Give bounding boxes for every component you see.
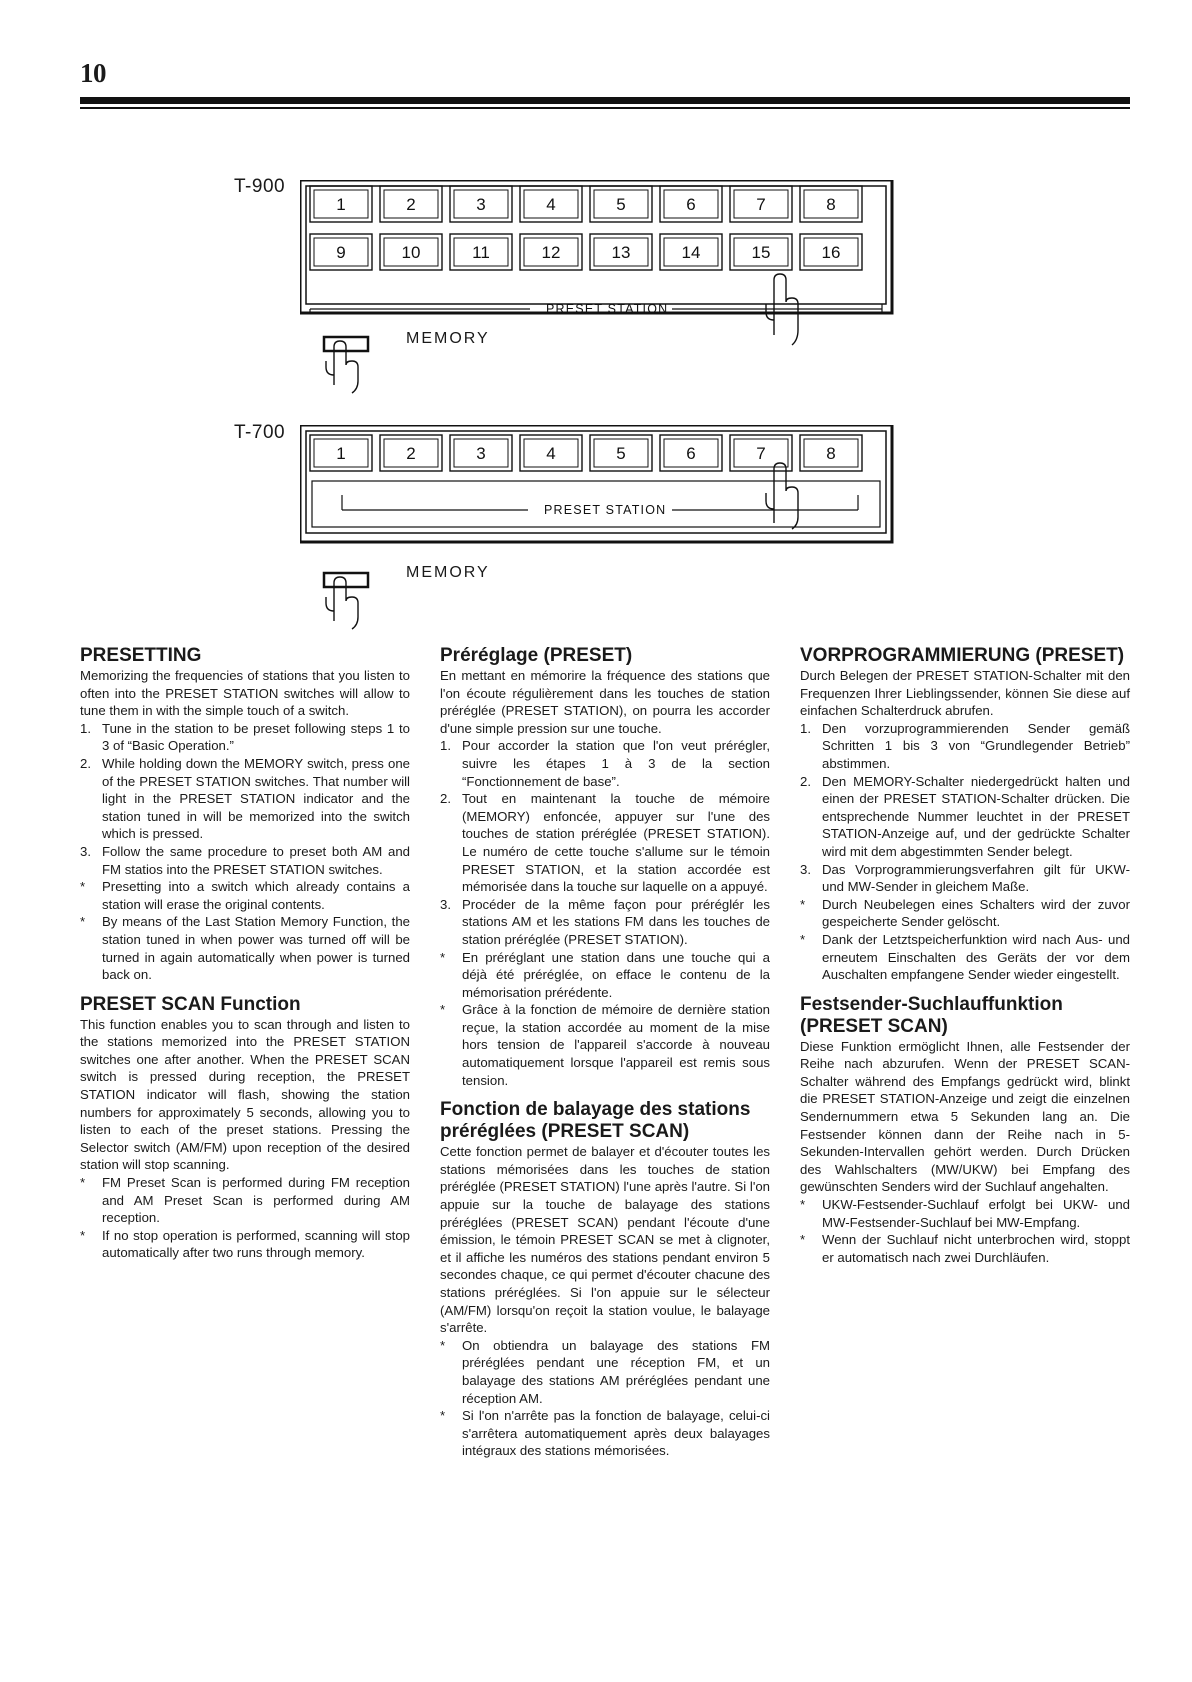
list-marker: 1.	[440, 738, 451, 754]
list-marker: 1.	[80, 720, 91, 736]
list-item-text: UKW-Festsender-Suchlauf erfolgt bei UKW- und MW-Festsender-Suchlauf bei MW-Empfang.	[822, 1197, 1130, 1230]
list-item	[800, 931, 1130, 984]
list-marker: 3.	[800, 861, 811, 877]
heading-presetting: PRESETTING	[80, 645, 202, 666]
list-marker: 2.	[440, 791, 451, 807]
intro-text: Memorizing the frequencies of stations that you listen to often into the PRESET STATION switches will allow to tune them in with the simple touch of a switch.	[80, 668, 410, 719]
list-item-text: Tout en maintenant la touche de mémoire (MEMORY) enfoncée, appuyer sur l'une des touches de station préréglée (PRESET STATION). Le numéro de cette touche s'allume sur le témoin PRESET STATION, et la station accordée est mémorisée dans la touche sur laquelle on a appuyé.	[462, 791, 770, 895]
list-item-text: Den vorzuprogrammierenden Sender gemäß Schritten 1 bis 3 von “Grundlegender Betrieb” abstimmen.	[822, 720, 1130, 771]
list-marker: 1.	[800, 720, 811, 736]
t700-preset-station-label: PRESET STATION	[544, 503, 667, 517]
list-item	[440, 1001, 770, 1089]
preset-button-label: 9	[336, 243, 346, 262]
list-item-text: Presetting into a switch which already contains a station will erase the original contents.	[102, 879, 410, 912]
t900-row1	[310, 186, 862, 222]
hand-pointer-icon	[326, 577, 358, 629]
steps-list	[440, 737, 770, 1089]
list-item-text: Pour accorder la station que l'on veut prérégler, suivre les étapes 1 à 3 de la section “Fonctionnement de base”.	[462, 738, 770, 789]
list-item	[80, 843, 410, 878]
scan-text: This function enables you to scan through and listen to the stations memorized into the PRESET STATION switches one after another. When the PRESET SCAN switch is pressed during reception, the PRESET STATION indicator will flash, showing the station numbers for approximately 5 seconds, allowing you to listen to each of the preset stations. Pressing the Selector switch (AM/FM) upon reception of the desired station will stop scanning.	[80, 1016, 410, 1173]
list-item-text: Dank der Letztspeicherfunktion wird nach Aus- und erneutem Einschalten des Geräts der vor dem Auschalten empfangene Sender wieder eingestellt.	[822, 931, 1130, 983]
list-item	[80, 878, 410, 913]
list-marker: *	[440, 1408, 446, 1424]
preset-button-label: 4	[546, 195, 556, 214]
list-item	[440, 1407, 770, 1460]
list-item-text: If no stop operation is performed, scanning will stop automatically after two runs through memory.	[102, 1227, 410, 1261]
list-item	[80, 720, 410, 755]
scan-text: Diese Funktion ermöglicht Ihnen, alle Festsender der Reihe nach abzurufen. Wenn der PRESET SCAN-Schalter während des Empfangs gedrückt wird, blinkt die PRESET STATION-Anzeige und zeigt die einzelnen Sendernummern etwa 5 Sekunden lang an. Die Festsender können dann der Reihe nach in 5-Sekunden-Intervallen gehört werden. Durch Drücken des Wahlschalters (MW/UKW) bei Empfang des gewünschten Senders wird der Suchlauf angehalten.	[800, 1038, 1130, 1195]
preset-button-label: 11	[472, 243, 490, 262]
preset-button-label: 1	[336, 444, 346, 463]
preset-button-label: 5	[616, 195, 626, 214]
list-item	[800, 1196, 1130, 1231]
list-item-text: Tune in the station to be preset following steps 1 to 3 of “Basic Operation.”	[102, 720, 410, 754]
preset-button-label: 5	[616, 444, 626, 463]
preset-button-label: 4	[546, 444, 556, 463]
notes-list	[80, 1174, 410, 1262]
list-item	[800, 773, 1130, 861]
list-item-text: Procéder de la même façon pour préréglér les stations AM et les stations FM dans les touches de station préréglée (PRESET STATION).	[462, 896, 770, 947]
list-item-text: While holding down the MEMORY switch, press one of the PRESET STATION switches. That number will light in the PRESET STATION indicator and the station tuned in will be memorized into the switch which is pressed.	[102, 755, 410, 842]
list-marker: *	[800, 1197, 806, 1213]
preset-button-label: 16	[821, 243, 841, 262]
list-marker: *	[800, 896, 806, 912]
preset-button-label: 1	[336, 195, 346, 214]
heading-balayage: Fonction de balayage des stations préréglées (PRESET SCAN)	[440, 1099, 751, 1143]
list-item	[440, 896, 770, 949]
preset-button-label: 6	[686, 195, 696, 214]
list-marker: *	[80, 1175, 86, 1191]
list-item-text: FM Preset Scan is performed during FM reception and AM Preset Scan is performed during AM reception.	[102, 1175, 410, 1226]
scan-text: Cette fonction permet de balayer et d'écouter toutes les stations mémorisées dans les touches de station préréglée (PRESET STATION) l'une après l'autre. Si l'on appuie sur la touche de balayage des stations préréglées (PRESET SCAN) pendant l'écoute d'une émission, le témoin PRESET SCAN se met à clignoter, et il affiche les numéros des stations pendant environ 5 secondes chaque, ce qui permet d'écouter chacune des stations préréglées. Si l'on appuie sur le sélecteur (AM/FM) lorsqu'on reçoit la station voulue, le balayage s'arrête.	[440, 1144, 770, 1336]
list-item	[800, 896, 1130, 931]
notes-list	[800, 1196, 1130, 1266]
heading-suchlauf: Festsender-Suchlauffunktion (PRESET SCAN)	[800, 993, 1063, 1037]
header-rule-thick	[80, 97, 1130, 104]
t900-memory-button	[322, 335, 392, 395]
preset-button-label: 3	[476, 195, 486, 214]
hand-pointer-icon	[766, 463, 798, 529]
t900-panel-diagram	[300, 180, 900, 360]
t900-label: T-900	[234, 176, 286, 197]
list-marker: 2.	[80, 755, 91, 771]
header-rule-thin	[80, 107, 1130, 109]
list-item	[440, 1337, 770, 1407]
list-item	[440, 737, 770, 790]
list-item	[80, 1227, 410, 1262]
preset-button-label: 15	[751, 243, 771, 262]
heading-preset-scan: PRESET SCAN Function	[80, 993, 301, 1015]
list-item-text: Grâce à la fonction de mémoire de dernière station reçue, la station accordée au moment de la mise hors tension de l'appareil s'accorde à nouveau automatiquement lorsque l'appareil est remis sous tension.	[462, 1002, 770, 1088]
list-marker: *	[440, 949, 446, 965]
list-item	[440, 949, 770, 1002]
column-french	[440, 645, 770, 1460]
list-item-text: On obtiendra un balayage des stations FM préréglées pendant une réception FM, et un balayage des stations AM préréglées pendant une réception AM.	[462, 1337, 770, 1406]
preset-button-label: 2	[406, 444, 416, 463]
list-marker: 2.	[800, 773, 811, 789]
preset-button-label: 12	[541, 243, 561, 262]
heading-vorprogrammierung: VORPROGRAMMIERUNG (PRESET)	[800, 645, 1125, 666]
t900-row2	[310, 234, 862, 270]
notes-list	[440, 1337, 770, 1460]
list-item	[80, 913, 410, 983]
t700-memory-label: MEMORY	[406, 564, 490, 581]
hand-pointer-icon	[326, 341, 358, 393]
list-item-text: Durch Neubelegen eines Schalters wird der zuvor gespeicherte Sender gelöscht.	[822, 896, 1130, 930]
t900-preset-station-label: PRESET STATION	[546, 302, 669, 316]
list-item	[800, 720, 1130, 773]
preset-button-label: 7	[756, 444, 766, 463]
list-marker: 3.	[440, 896, 451, 912]
steps-list	[80, 720, 410, 984]
list-marker: *	[440, 1337, 446, 1353]
preset-button-label: 13	[611, 243, 631, 262]
preset-button-label: 10	[401, 243, 421, 262]
t700-row1	[310, 435, 862, 471]
preset-button-label: 7	[756, 195, 766, 214]
list-marker: 3.	[80, 843, 91, 859]
list-marker: *	[80, 914, 86, 930]
list-item-text: Den MEMORY-Schalter niedergedrückt halten und einen der PRESET STATION-Schalter drücken. Die entsprechende Nummer leuchtet in der PRESET STATION-Anzeige auf, und der gedrückte Schalter wird mit dem abgestimmten Sender belegt.	[822, 773, 1130, 859]
list-marker: *	[440, 1002, 446, 1018]
page-number: 10	[80, 58, 106, 88]
list-marker: *	[80, 879, 86, 895]
column-german	[800, 645, 1130, 1266]
list-item-text: Das Vorprogrammierungsverfahren gilt für UKW- und MW-Sender in gleichem Maße.	[822, 861, 1130, 895]
steps-list	[800, 720, 1130, 984]
list-item	[80, 1174, 410, 1227]
t700-panel-diagram	[300, 425, 900, 565]
list-item	[800, 1231, 1130, 1266]
list-item-text: Wenn der Suchlauf nicht unterbrochen wird, stoppt er automatisch nach zwei Durchläufen.	[822, 1232, 1130, 1265]
t700-memory-button	[322, 571, 392, 631]
preset-button-label: 8	[826, 195, 836, 214]
list-item	[440, 790, 770, 896]
list-item-text: En préréglant une station dans une touche qui a déjà été préréglée, on efface le contenu de la mémorisation prérédente.	[462, 949, 770, 1000]
t700-label: T-700	[234, 422, 286, 443]
intro-text: En mettant en mémorire la fréquence des stations que l'on écoute régulièrement dans les touches de station préréglée (PRESET STATION), on pourra les accorder d'une simple pression sur une touche.	[440, 668, 770, 736]
intro-text: Durch Belegen der PRESET STATION-Schalter mit den Frequenzen Ihrer Lieblingssender, können Sie diese auf einfachen Schalterdruck abrufen.	[800, 668, 1130, 719]
column-english	[80, 645, 410, 1262]
list-item	[80, 755, 410, 843]
list-item-text: Si l'on n'arrête pas la fonction de balayage, celui-ci s'arrêtera automatiquement après deux balayages intégraux des stations mémorisées.	[462, 1408, 770, 1459]
preset-button-label: 2	[406, 195, 416, 214]
preset-button-label: 6	[686, 444, 696, 463]
list-marker: *	[80, 1227, 86, 1243]
list-item	[800, 861, 1130, 896]
list-marker: *	[800, 1232, 806, 1248]
list-item-text: Follow the same procedure to preset both AM and FM statios into the PRESET STATION switches.	[102, 843, 410, 877]
list-item-text: By means of the Last Station Memory Function, the station tuned in when power was turned off will be turned in again automatically when power is turned back on.	[102, 914, 410, 983]
heading-preglage: Préréglage (PRESET)	[440, 645, 633, 666]
list-marker: *	[800, 931, 806, 947]
preset-button-label: 14	[681, 243, 701, 262]
t900-memory-label: MEMORY	[406, 330, 490, 347]
preset-button-label: 3	[476, 444, 486, 463]
preset-button-label: 8	[826, 444, 836, 463]
